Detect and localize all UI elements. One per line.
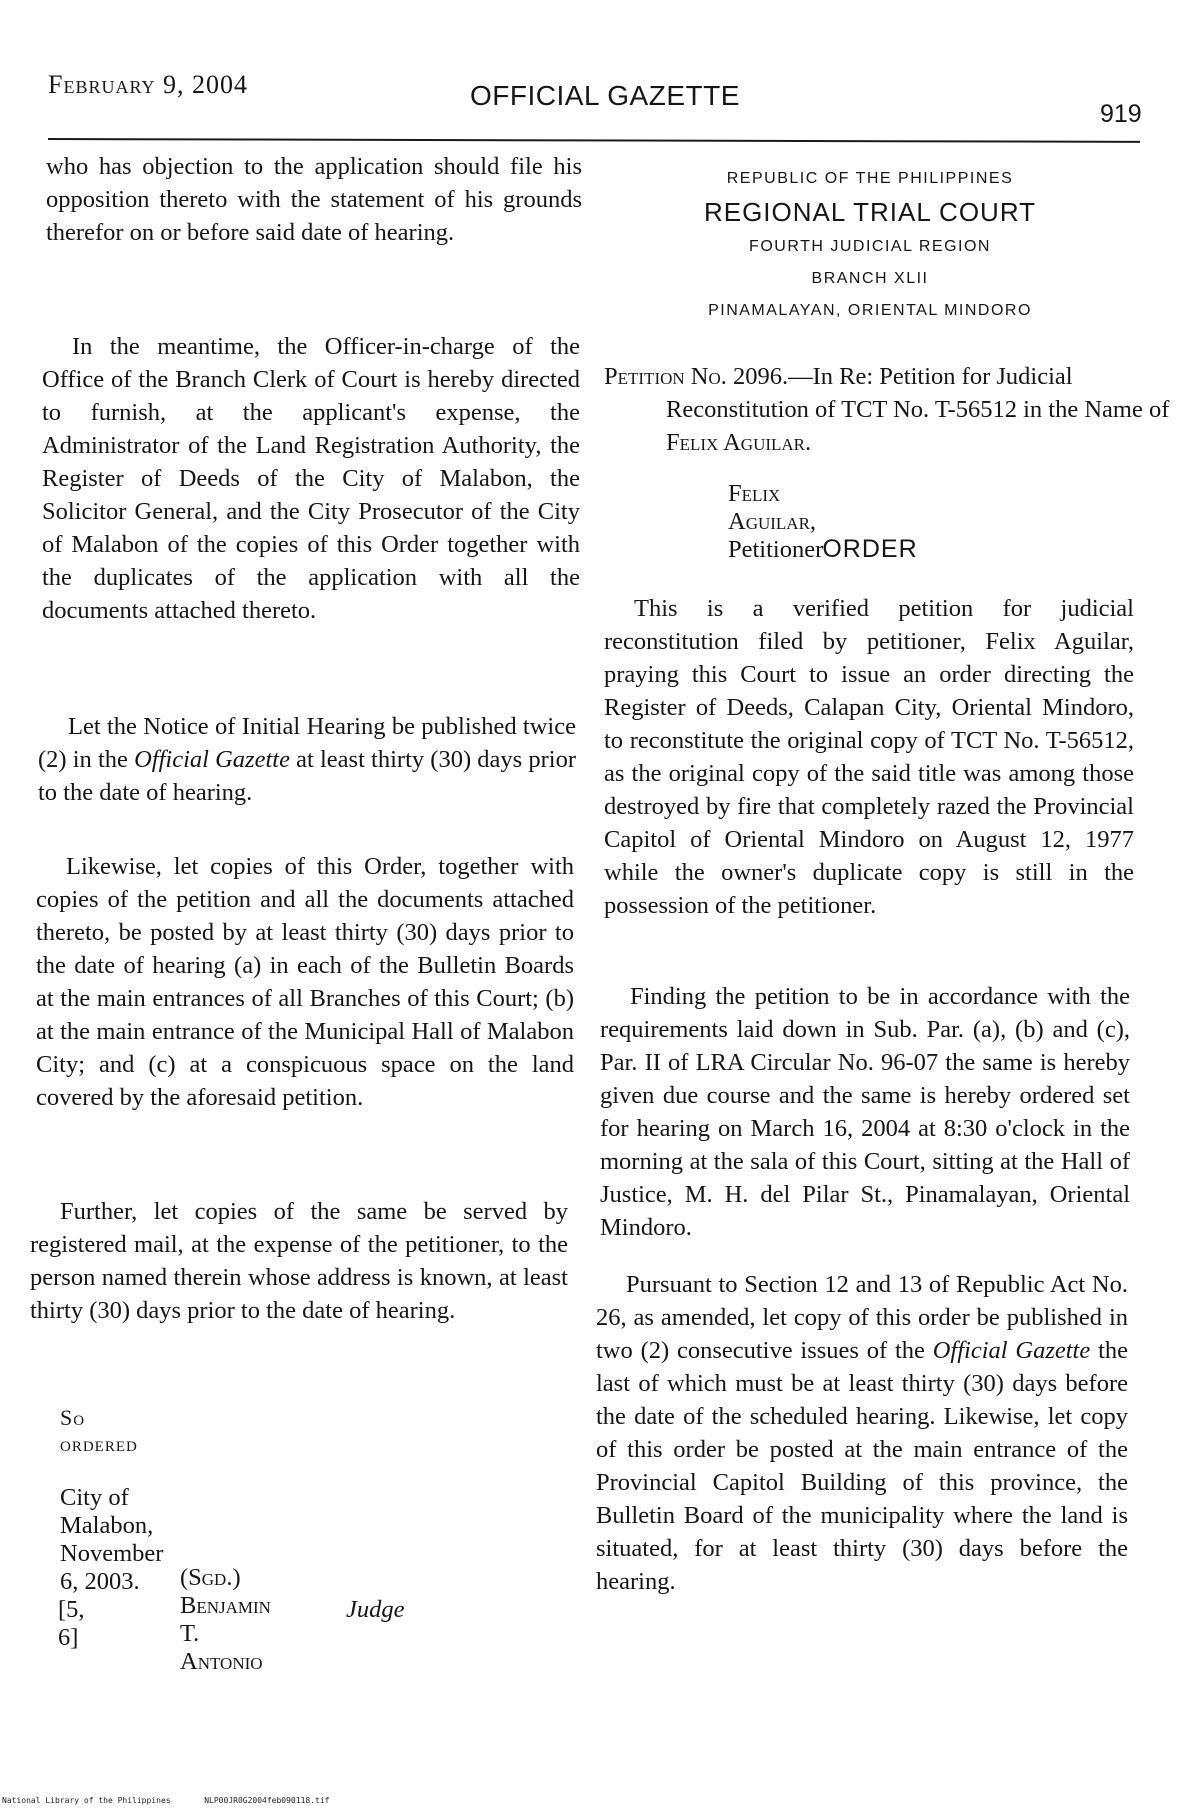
judge-signature: (Sgd.) Benjamin T. Antonio: [180, 1564, 271, 1675]
left-p3-text-b: at least thirty (30) days prior to the date of hearing.: [38, 746, 576, 806]
so-ordered: So ordered: [60, 1405, 138, 1456]
page-number: 919: [1100, 100, 1142, 128]
petition-text: 2096.—In Re: Petition for Judicial Reconstitution of TCT No. T-56512 in the Name of: [666, 363, 1170, 423]
left-p3-gazette: Official Gazette: [134, 746, 290, 773]
order-heading: ORDER: [822, 535, 918, 563]
scan-file: NLP00JR0G2004feb090118.tif: [204, 1796, 330, 1805]
scan-source: National Library of the Philippines: [2, 1796, 171, 1805]
petitioner-role: Petitioner: [728, 536, 824, 563]
left-paragraph-1: who has objection to the application should file his opposition thereto with the statement of his grounds therefor on or before said date of hearing.: [46, 153, 582, 246]
left-paragraph-5: Further, let copies of the same be served by registered mail, at the expense of the petitioner, to the person named therein whose address is known, at least thirty (30) days prior to the date of hearing.: [30, 1198, 568, 1324]
publication-title: OFFICIAL GAZETTE: [470, 80, 740, 111]
scan-footer: [2, 1796, 329, 1805]
petitioner-name: Felix Aguilar,: [728, 480, 817, 535]
left-paragraph-4: Likewise, let copies of this Order, together with copies of the petition and all the documents attached thereto, be posted by at least thirty (30) days prior to the date of hearing (a) in each of the Bulletin Boards at the main entrances of all Branches of this Court; (b) at the main entrance of the Municipal Hall of Malabon City; and (c) at a conspicuous space on the land covered by the aforesaid petition.: [36, 853, 574, 1111]
caption-republic: REPUBLIC OF THE PHILIPPINES: [726, 170, 1014, 187]
right-p3-text-a: Pursuant to Section 12 and 13 of Republic Act No. 26, as amended, let copy of this order be published in two (2) consecutive issues of the: [596, 1271, 1128, 1364]
right-p3-text-b: the last of which must be at least thirty (30) days before the date of the scheduled hearing. Likewise, let copy of this order be posted at the main entrance of the Provincial Capitol Building of this province, the Bulletin Board of the municipality where the land is situated, for at least thirty (30) days before the hearing.: [596, 1337, 1128, 1595]
right-paragraph-2: Finding the petition to be in accordance with the requirements laid down in Sub. Par. (a), (b) and (c), Par. II of LRA Circular No. 96-07 the same is hereby given due course and the same is hereby ordered set for hearing on March 16, 2004 at 8:30 o'clock in the morning at the sala of this Court, sitting at the Hall of Justice, M. H. del Pilar St., Pinamalayan, Oriental Mindoro.: [600, 983, 1130, 1241]
petition-name: Felix Aguilar.: [666, 429, 812, 456]
header-date: February 9, 2004: [48, 70, 248, 99]
caption-region: FOURTH JUDICIAL REGION: [749, 238, 991, 255]
left-p3-text-a: Let the Notice of Initial Hearing be published twice (2) in the: [38, 713, 576, 773]
city-date: City of Malabon, November 6, 2003.: [60, 1484, 164, 1595]
right-paragraph-1: This is a verified petition for judicial reconstitution filed by petitioner, Felix Aguilar, praying this Court to issue an order directing the Register of Deeds, Calapan City, Oriental Mindoro, to reconstitute the original copy of TCT No. T-56512, as the original copy of the said title was among those destroyed by fire that completely razed the Provincial Capitol of Oriental Mindoro on August 12, 1977 while the owner's duplicate copy is still in the possession of the petitioner.: [604, 595, 1134, 919]
caption-branch: BRANCH XLII: [811, 270, 929, 287]
petition-label: Petition No.: [604, 363, 727, 390]
header-rule: [48, 138, 1140, 143]
judge-title: Judge: [346, 1596, 405, 1623]
right-paragraph-3: [596, 1268, 1128, 1598]
left-paragraph-2: In the meantime, the Officer-in-charge of the Office of the Branch Clerk of Court is hereby directed to furnish, at the applicant's expense, the Administrator of the Land Registration Authority, the Register of Deeds of the City of Malabon, the Solicitor General, and the City Prosecutor of the City of Malabon of the copies of this Order together with the duplicates of the application with all the documents attached thereto.: [42, 333, 580, 624]
caption-court: REGIONAL TRIAL COURT: [703, 197, 1037, 227]
petition-caption: [604, 360, 1200, 459]
left-paragraph-3: [38, 710, 576, 809]
issue-reference: [5, 6]: [58, 1596, 85, 1651]
right-p3-gazette: Official Gazette: [932, 1337, 1091, 1364]
caption-location: PINAMALAYAN, ORIENTAL MINDORO: [708, 302, 1032, 319]
